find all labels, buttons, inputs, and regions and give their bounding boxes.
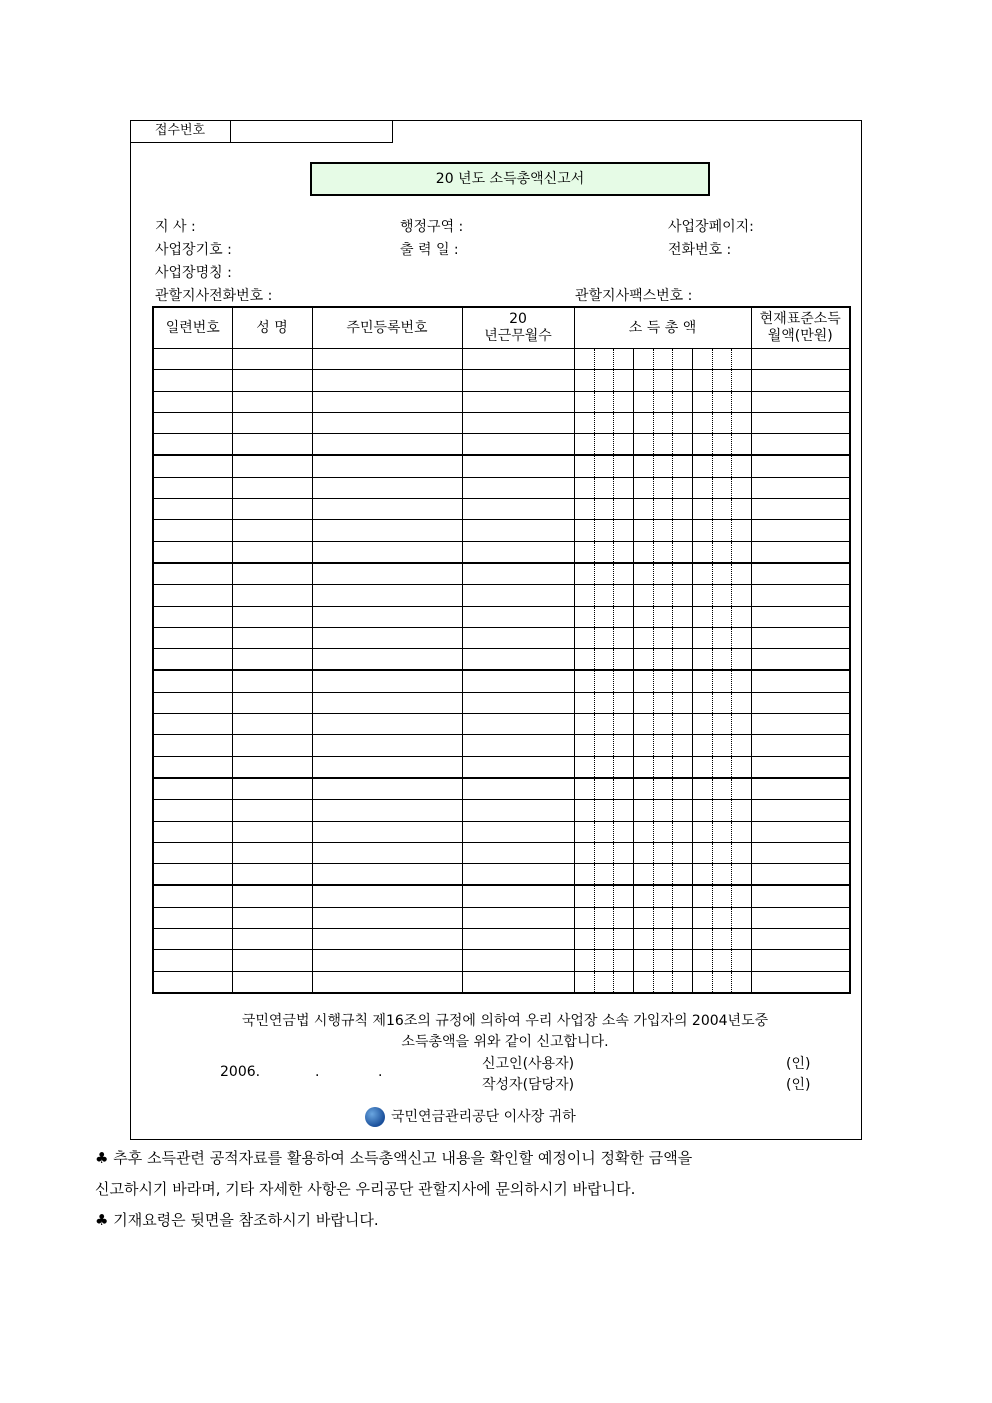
cell-std-income[interactable] — [751, 950, 850, 971]
cell-name[interactable] — [232, 606, 312, 627]
income-table — [152, 306, 851, 994]
cell-income[interactable] — [574, 649, 751, 671]
table-row — [153, 434, 850, 456]
cell-income[interactable] — [574, 971, 751, 993]
cell-months[interactable] — [462, 714, 574, 735]
cell-serial[interactable] — [153, 929, 232, 950]
table-row — [153, 649, 850, 671]
cell-std-income[interactable] — [751, 455, 850, 477]
cell-std-income[interactable] — [751, 520, 850, 541]
cell-name[interactable] — [232, 477, 312, 498]
cell-income[interactable] — [574, 477, 751, 498]
date-dot-2: . — [378, 1064, 383, 1080]
date-dot-1: . — [315, 1064, 320, 1080]
print-date-label: 출 력 일 : — [400, 242, 459, 258]
cell-months[interactable] — [462, 692, 574, 713]
pager-label: 사업장페이지: — [668, 219, 754, 235]
cell-std-income[interactable] — [751, 585, 850, 606]
cell-rrn[interactable] — [312, 520, 462, 541]
cell-std-income[interactable] — [751, 692, 850, 713]
cell-name[interactable] — [232, 541, 312, 563]
header-serial: 일련번호 — [153, 307, 232, 349]
cell-income[interactable] — [574, 735, 751, 756]
cell-std-income[interactable] — [751, 477, 850, 498]
cell-name[interactable] — [232, 885, 312, 907]
cell-rrn[interactable] — [312, 477, 462, 498]
table-row — [153, 735, 850, 756]
cell-name[interactable] — [232, 714, 312, 735]
cell-income[interactable] — [574, 692, 751, 713]
cell-months[interactable] — [462, 756, 574, 778]
declarant-label: 신고인(사용자) — [482, 1056, 575, 1072]
table-row — [153, 864, 850, 886]
cell-std-income[interactable] — [751, 606, 850, 627]
cell-rrn[interactable] — [312, 541, 462, 563]
cell-serial[interactable] — [153, 756, 232, 778]
cell-income[interactable] — [574, 349, 751, 370]
cell-name[interactable] — [232, 864, 312, 886]
header-income: 소 득 총 액 — [574, 307, 751, 349]
cell-rrn[interactable] — [312, 778, 462, 800]
table-row — [153, 563, 850, 585]
cell-std-income[interactable] — [751, 885, 850, 907]
cell-std-income[interactable] — [751, 627, 850, 648]
cell-income[interactable] — [574, 714, 751, 735]
table-row — [153, 349, 850, 370]
cell-months[interactable] — [462, 520, 574, 541]
cell-income[interactable] — [574, 434, 751, 456]
table-row — [153, 778, 850, 800]
cell-std-income[interactable] — [751, 349, 850, 370]
cell-serial[interactable] — [153, 907, 232, 928]
table-row — [153, 950, 850, 971]
cell-serial[interactable] — [153, 800, 232, 821]
cell-months[interactable] — [462, 800, 574, 821]
writer-label: 작성자(담당자) — [482, 1077, 575, 1093]
cell-months[interactable] — [462, 370, 574, 391]
cell-name[interactable] — [232, 627, 312, 648]
cell-income[interactable] — [574, 391, 751, 412]
table-row — [153, 477, 850, 498]
phone-label: 전화번호 : — [668, 242, 732, 258]
workplace-code-label: 사업장기호 : — [155, 242, 232, 258]
seal-1: (인) — [786, 1056, 811, 1072]
receipt-label: 접수번호 — [130, 120, 231, 142]
cell-std-income[interactable] — [751, 929, 850, 950]
cell-rrn[interactable] — [312, 434, 462, 456]
cell-std-income[interactable] — [751, 756, 850, 778]
cell-std-income[interactable] — [751, 778, 850, 800]
cell-rrn[interactable] — [312, 670, 462, 692]
cell-months[interactable] — [462, 649, 574, 671]
cell-income[interactable] — [574, 907, 751, 928]
cell-rrn[interactable] — [312, 391, 462, 412]
cell-serial[interactable] — [153, 349, 232, 370]
table-row — [153, 606, 850, 627]
cell-months[interactable] — [462, 950, 574, 971]
cell-name[interactable] — [232, 842, 312, 863]
header-name: 성 명 — [232, 307, 312, 349]
table-row — [153, 756, 850, 778]
declaration-line1: 국민연금법 시행규칙 제16조의 규정에 의하여 우리 사업장 소속 가입자의 2004년도중 — [241, 1013, 769, 1029]
cell-name[interactable] — [232, 391, 312, 412]
receipt-number-box — [130, 120, 393, 143]
cell-serial[interactable] — [153, 520, 232, 541]
cell-rrn[interactable] — [312, 842, 462, 863]
workplace-name-label: 사업장명칭 : — [155, 265, 232, 281]
cell-months[interactable] — [462, 455, 574, 477]
cell-name[interactable] — [232, 778, 312, 800]
cell-rrn[interactable] — [312, 649, 462, 671]
cell-name[interactable] — [232, 434, 312, 456]
cell-months[interactable] — [462, 499, 574, 520]
header-std-2: 월액(만원) — [767, 328, 833, 344]
branch-label: 지 사 : — [155, 219, 196, 235]
cell-name[interactable] — [232, 563, 312, 585]
cell-name[interactable] — [232, 821, 312, 842]
header-std-income — [751, 307, 850, 349]
table-row — [153, 391, 850, 412]
cell-name[interactable] — [232, 649, 312, 671]
branch-fax-label: 관할지사팩스번호 : — [575, 288, 693, 304]
table-row — [153, 455, 850, 477]
cell-name[interactable] — [232, 735, 312, 756]
cell-name[interactable] — [232, 412, 312, 433]
cell-rrn[interactable] — [312, 499, 462, 520]
cell-months[interactable] — [462, 391, 574, 412]
cell-std-income[interactable] — [751, 412, 850, 433]
cell-serial[interactable] — [153, 434, 232, 456]
cell-rrn[interactable] — [312, 563, 462, 585]
note-2: ♣ 기재요령은 뒷면을 참조하시기 바랍니다. — [95, 1211, 379, 1229]
cell-income[interactable] — [574, 778, 751, 800]
cell-std-income[interactable] — [751, 499, 850, 520]
cell-name[interactable] — [232, 349, 312, 370]
cell-income[interactable] — [574, 606, 751, 627]
cell-rrn[interactable] — [312, 929, 462, 950]
note-1-line2: 신고하시기 바라며, 기타 자세한 사항은 우리공단 관할지사에 문의하시기 바랍니다. — [95, 1180, 636, 1198]
branch-phone-label: 관할지사전화번호 : — [155, 288, 273, 304]
addressee-text: 국민연금관리공단 이사장 귀하 — [391, 1109, 576, 1125]
cell-months[interactable] — [462, 821, 574, 842]
cell-name[interactable] — [232, 800, 312, 821]
cell-serial[interactable] — [153, 842, 232, 863]
cell-months[interactable] — [462, 563, 574, 585]
cell-rrn[interactable] — [312, 735, 462, 756]
cell-std-income[interactable] — [751, 971, 850, 993]
cell-months[interactable] — [462, 434, 574, 456]
cell-income[interactable] — [574, 455, 751, 477]
cell-name[interactable] — [232, 370, 312, 391]
table-row — [153, 971, 850, 993]
cell-serial[interactable] — [153, 864, 232, 886]
cell-serial[interactable] — [153, 477, 232, 498]
cell-rrn[interactable] — [312, 349, 462, 370]
table-row — [153, 929, 850, 950]
cell-serial[interactable] — [153, 391, 232, 412]
cell-income[interactable] — [574, 541, 751, 563]
table-row — [153, 499, 850, 520]
cell-months[interactable] — [462, 864, 574, 886]
cell-months[interactable] — [462, 670, 574, 692]
cell-months[interactable] — [462, 585, 574, 606]
cell-std-income[interactable] — [751, 907, 850, 928]
header-months-label: 년근무월수 — [484, 328, 552, 344]
cell-name[interactable] — [232, 929, 312, 950]
cell-months[interactable] — [462, 929, 574, 950]
cell-income[interactable] — [574, 885, 751, 907]
cell-rrn[interactable] — [312, 606, 462, 627]
cell-std-income[interactable] — [751, 649, 850, 671]
header-months — [462, 307, 574, 349]
cell-income[interactable] — [574, 585, 751, 606]
cell-income[interactable] — [574, 520, 751, 541]
cell-std-income[interactable] — [751, 714, 850, 735]
cell-income[interactable] — [574, 950, 751, 971]
table-row — [153, 692, 850, 713]
cell-income[interactable] — [574, 929, 751, 950]
cell-months[interactable] — [462, 627, 574, 648]
cell-std-income[interactable] — [751, 541, 850, 563]
table-row — [153, 541, 850, 563]
header-rrn: 주민등록번호 — [312, 307, 462, 349]
cell-rrn[interactable] — [312, 756, 462, 778]
cell-serial[interactable] — [153, 670, 232, 692]
cell-rrn[interactable] — [312, 907, 462, 928]
table-row — [153, 800, 850, 821]
cell-months[interactable] — [462, 778, 574, 800]
cell-serial[interactable] — [153, 735, 232, 756]
cell-rrn[interactable] — [312, 455, 462, 477]
cell-serial[interactable] — [153, 627, 232, 648]
date-year: 2006. — [220, 1064, 261, 1080]
cell-serial[interactable] — [153, 606, 232, 627]
cell-rrn[interactable] — [312, 950, 462, 971]
cell-income[interactable] — [574, 412, 751, 433]
cell-months[interactable] — [462, 477, 574, 498]
table-row — [153, 585, 850, 606]
cell-income[interactable] — [574, 864, 751, 886]
seal-2: (인) — [786, 1077, 811, 1093]
cell-std-income[interactable] — [751, 391, 850, 412]
cell-months[interactable] — [462, 735, 574, 756]
cell-serial[interactable] — [153, 370, 232, 391]
cell-serial[interactable] — [153, 692, 232, 713]
cell-std-income[interactable] — [751, 800, 850, 821]
cell-months[interactable] — [462, 885, 574, 907]
cell-rrn[interactable] — [312, 971, 462, 993]
cell-name[interactable] — [232, 499, 312, 520]
cell-name[interactable] — [232, 950, 312, 971]
table-row — [153, 714, 850, 735]
declaration-line2: 소득총액을 위와 같이 신고합니다. — [401, 1034, 609, 1050]
cell-std-income[interactable] — [751, 735, 850, 756]
nps-logo-icon — [365, 1107, 385, 1127]
table-row — [153, 907, 850, 928]
cell-income[interactable] — [574, 800, 751, 821]
cell-rrn[interactable] — [312, 370, 462, 391]
cell-serial[interactable] — [153, 971, 232, 993]
cell-name[interactable] — [232, 520, 312, 541]
cell-income[interactable] — [574, 563, 751, 585]
cell-rrn[interactable] — [312, 714, 462, 735]
cell-std-income[interactable] — [751, 864, 850, 886]
note-1-line1: ♣ 추후 소득관련 공적자료를 활용하여 소득총액신고 내용을 확인할 예정이니 정확한 금액을 — [95, 1149, 693, 1167]
cell-months[interactable] — [462, 971, 574, 993]
cell-rrn[interactable] — [312, 627, 462, 648]
cell-name[interactable] — [232, 756, 312, 778]
cell-months[interactable] — [462, 349, 574, 370]
cell-name[interactable] — [232, 585, 312, 606]
addressee — [365, 1106, 576, 1127]
cell-serial[interactable] — [153, 714, 232, 735]
cell-income[interactable] — [574, 499, 751, 520]
cell-rrn[interactable] — [312, 800, 462, 821]
cell-name[interactable] — [232, 971, 312, 993]
cell-std-income[interactable] — [751, 670, 850, 692]
cell-serial[interactable] — [153, 649, 232, 671]
table-row — [153, 670, 850, 692]
table-row — [153, 520, 850, 541]
table-row — [153, 842, 850, 863]
cell-rrn[interactable] — [312, 585, 462, 606]
admin-area-label: 행정구역 : — [400, 219, 464, 235]
table-row — [153, 821, 850, 842]
table-row — [153, 885, 850, 907]
cell-income[interactable] — [574, 370, 751, 391]
table-row — [153, 370, 850, 391]
cell-rrn[interactable] — [312, 412, 462, 433]
cell-income[interactable] — [574, 670, 751, 692]
receipt-field[interactable] — [231, 120, 392, 142]
cell-name[interactable] — [232, 455, 312, 477]
cell-name[interactable] — [232, 907, 312, 928]
cell-income[interactable] — [574, 756, 751, 778]
cell-rrn[interactable] — [312, 864, 462, 886]
form-title: 20 년도 소득총액신고서 — [310, 162, 710, 196]
cell-serial[interactable] — [153, 455, 232, 477]
cell-serial[interactable] — [153, 885, 232, 907]
table-row — [153, 627, 850, 648]
cell-serial[interactable] — [153, 950, 232, 971]
cell-serial[interactable] — [153, 541, 232, 563]
cell-months[interactable] — [462, 541, 574, 563]
cell-serial[interactable] — [153, 585, 232, 606]
header-months-year: 20 — [509, 311, 527, 327]
cell-months[interactable] — [462, 842, 574, 863]
cell-std-income[interactable] — [751, 434, 850, 456]
cell-serial[interactable] — [153, 563, 232, 585]
cell-months[interactable] — [462, 907, 574, 928]
cell-rrn[interactable] — [312, 885, 462, 907]
cell-std-income[interactable] — [751, 370, 850, 391]
table-row — [153, 412, 850, 433]
cell-months[interactable] — [462, 412, 574, 433]
cell-rrn[interactable] — [312, 821, 462, 842]
cell-income[interactable] — [574, 627, 751, 648]
cell-income[interactable] — [574, 842, 751, 863]
cell-std-income[interactable] — [751, 821, 850, 842]
cell-std-income[interactable] — [751, 842, 850, 863]
cell-name[interactable] — [232, 692, 312, 713]
cell-income[interactable] — [574, 821, 751, 842]
cell-rrn[interactable] — [312, 692, 462, 713]
cell-serial[interactable] — [153, 412, 232, 433]
cell-std-income[interactable] — [751, 563, 850, 585]
cell-serial[interactable] — [153, 499, 232, 520]
header-std-1: 현재표준소득 — [759, 311, 841, 327]
cell-serial[interactable] — [153, 778, 232, 800]
cell-name[interactable] — [232, 670, 312, 692]
cell-months[interactable] — [462, 606, 574, 627]
cell-serial[interactable] — [153, 821, 232, 842]
